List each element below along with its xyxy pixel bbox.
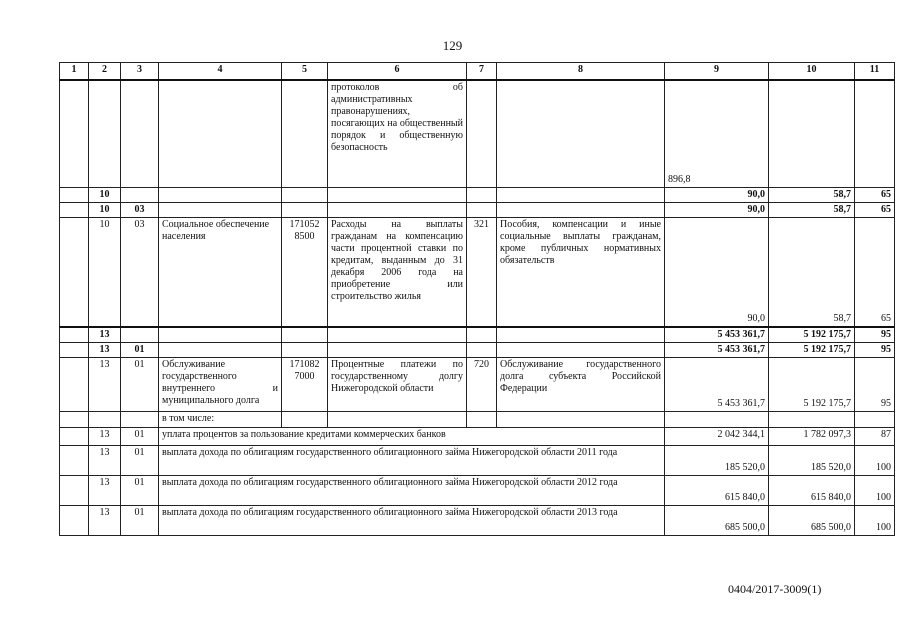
cell-section: 13	[89, 343, 121, 358]
budget-table	[59, 62, 895, 536]
cell-executed: 1 782 097,3	[769, 428, 855, 446]
cell-percent: 65	[855, 187, 895, 202]
col-header-5: 5	[282, 63, 328, 81]
cell-title: Социальное обеспечение населения	[159, 217, 282, 327]
cell-amount: 5 453 361,7	[665, 358, 769, 412]
cell-item-description: уплата процентов за пользование кредитами коммерческих банков	[159, 428, 665, 446]
cell-expense-name: Обслуживание государственного долга субъекта Российской Федерации	[497, 358, 665, 412]
cell-subsection: 03	[121, 202, 159, 217]
col-header-9: 9	[665, 63, 769, 81]
cell-amount: 5 453 361,7	[665, 327, 769, 343]
cell-executed: 58,7	[769, 202, 855, 217]
table-row	[60, 80, 895, 187]
cell-executed: 58,7	[769, 187, 855, 202]
cell-section: 13	[89, 428, 121, 446]
header-row	[60, 63, 895, 81]
cell-percent: 100	[855, 506, 895, 536]
table-row	[60, 428, 895, 446]
cell-executed: 685 500,0	[769, 506, 855, 536]
cell-percent: 65	[855, 202, 895, 217]
table-row	[60, 506, 895, 536]
table-row	[60, 217, 895, 327]
cell-section: 10	[89, 217, 121, 327]
cell-section: 10	[89, 187, 121, 202]
cell-subsection: 01	[121, 358, 159, 412]
cell-expense-type: 720	[467, 358, 497, 412]
col-header-1: 1	[60, 63, 89, 81]
table-row	[60, 446, 895, 476]
cell-description: протоколов об административных правонарушениях, посягающих на общественный порядок и общественную безопасность	[328, 80, 467, 187]
page-number: 129	[442, 38, 463, 53]
cell-percent: 95	[855, 343, 895, 358]
col-header-2: 2	[89, 63, 121, 81]
table-row	[60, 187, 895, 202]
table-row	[60, 327, 895, 343]
cell-expense-type: 321	[467, 217, 497, 327]
table-row	[60, 476, 895, 506]
cell-amount: 615 840,0	[665, 476, 769, 506]
col-header-8: 8	[497, 63, 665, 81]
cell-executed: 58,7	[769, 217, 855, 327]
cell-percent: 87	[855, 428, 895, 446]
cell-amount: 5 453 361,7	[665, 343, 769, 358]
col-header-10: 10	[769, 63, 855, 81]
cell-amount: 90,0	[665, 187, 769, 202]
cell-executed: 5 192 175,7	[769, 343, 855, 358]
cell-percent: 95	[855, 327, 895, 343]
table-row	[60, 343, 895, 358]
cell-percent: 95	[855, 358, 895, 412]
cell-amount: 685 500,0	[665, 506, 769, 536]
cell-section: 13	[89, 358, 121, 412]
cell-subsection: 01	[121, 506, 159, 536]
table-row	[60, 412, 895, 428]
cell-subsection: 01	[121, 343, 159, 358]
cell-percent: 100	[855, 476, 895, 506]
table-row	[60, 358, 895, 412]
col-header-7: 7	[467, 63, 497, 81]
document-code: 0404/2017-3009(1)	[728, 582, 822, 596]
cell-target-code: 171082 7000	[282, 358, 328, 412]
cell-subsection: 01	[121, 476, 159, 506]
cell-executed: 615 840,0	[769, 476, 855, 506]
cell-item-description: выплата дохода по облигациям государственного облигационного займа Нижегородской области 2012 года	[159, 476, 665, 506]
cell-subsection: 01	[121, 428, 159, 446]
cell-item-description: выплата дохода по облигациям государственного облигационного займа Нижегородской области 2013 года	[159, 506, 665, 536]
cell-amount: 2 042 344,1	[665, 428, 769, 446]
cell-section: 13	[89, 327, 121, 343]
cell-amount: 896,8	[665, 80, 769, 187]
cell-description: Процентные платежи по государственному долгу Нижегородской области	[328, 358, 467, 412]
col-header-6: 6	[328, 63, 467, 81]
cell-section: 13	[89, 446, 121, 476]
cell-item-description: выплата дохода по облигациям государственного облигационного займа Нижегородской области 2011 года	[159, 446, 665, 476]
cell-executed: 185 520,0	[769, 446, 855, 476]
cell-section: 13	[89, 476, 121, 506]
col-header-3: 3	[121, 63, 159, 81]
cell-title: Обслуживание государственного внутреннего и муниципального долга	[159, 358, 282, 412]
cell-executed: 5 192 175,7	[769, 327, 855, 343]
cell-subsection: 03	[121, 217, 159, 327]
cell-section: 13	[89, 506, 121, 536]
cell-percent: 100	[855, 446, 895, 476]
cell-amount: 90,0	[665, 217, 769, 327]
cell-expense-name: Пособия, компенсации и иные социальные выплаты гражданам, кроме публичных нормативных обязательств	[497, 217, 665, 327]
cell-executed: 5 192 175,7	[769, 358, 855, 412]
cell-section: 10	[89, 202, 121, 217]
cell-including-label: в том числе:	[159, 412, 282, 428]
table-row	[60, 202, 895, 217]
cell-percent: 65	[855, 217, 895, 327]
cell-subsection: 01	[121, 446, 159, 476]
cell-amount: 90,0	[665, 202, 769, 217]
cell-description: Расходы на выплаты гражданам на компенсацию части процентной ставки по кредитам, выданным до 31 декабря 2006 года на приобретение или строительство жилья	[328, 217, 467, 327]
col-header-4: 4	[159, 63, 282, 81]
cell-target-code: 171052 8500	[282, 217, 328, 327]
cell-amount: 185 520,0	[665, 446, 769, 476]
col-header-11: 11	[855, 63, 895, 81]
